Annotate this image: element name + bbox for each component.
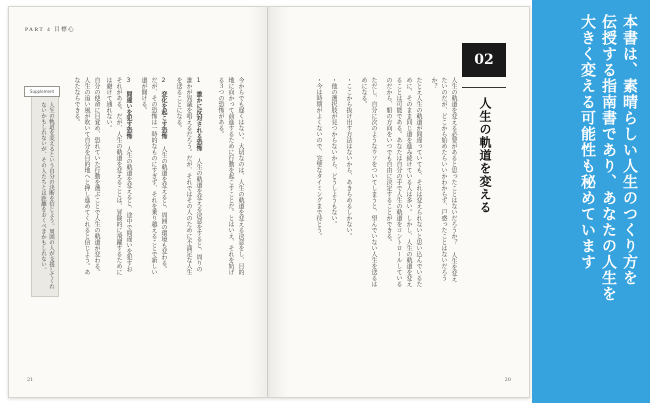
point-2-text: 人生の軌道を変えると、周囲の環境も変わる。だが、その恐怖は一時的なものにすぎず、それを乗り越えることで新しい道が開ける。	[140, 77, 167, 275]
left-closing	[63, 77, 101, 277]
left-closing-paragraph: 自分の使命に目覚め、恐れていた行動を選ぶことで人生の軌道が変わる。人生の追い風が吹いて自分を目的地へと押し進めてくれると信じよう。あなたならできる。	[73, 77, 100, 275]
point-3-num: 3	[125, 77, 132, 84]
left-intro-paragraph: 今からでも遅くはない。大切なのは、人生の軌道を変える決意をし、目的地に向かって前進するために行動を起こすことだ。とはいえ、それを妨げる３つの恐怖がある。	[217, 77, 244, 275]
right-body-bullet-3: ・今は時期がよくないので、完璧なタイミングまで待とう。	[315, 77, 322, 239]
chapter-number: 02	[462, 43, 506, 77]
right-body	[282, 77, 458, 287]
point-1-num: 1	[195, 77, 202, 84]
right-body-bullet-1: ・ここから抜け出す方法はないから、あきらめるしかない。	[345, 77, 352, 239]
left-page-number: 21	[27, 377, 34, 383]
left-points	[105, 77, 203, 277]
book-spread	[8, 6, 530, 398]
promo-line-3: 大きく変える可能性も秘めています	[579, 14, 597, 270]
point-3	[105, 77, 133, 277]
point-2	[138, 77, 168, 277]
point-3-heading: 間違いを犯す恐怖	[125, 91, 132, 139]
point-2-num: 2	[160, 77, 167, 84]
supplement-text: 人生の軌道を変えるという自分の決断を信じよう。周囲の人が支援してくれないかもしれないが、その人たちとは距離をおくべきかもしれない。	[40, 102, 54, 289]
promo-text	[577, 14, 640, 394]
point-1	[173, 77, 203, 277]
supplement-text-column	[35, 102, 55, 292]
left-page	[9, 7, 268, 397]
point-1-text: 人生の軌道を変える決意をすると、周りの誰かが異議を唱えるだろう。だが、それではその人のために不満足な人生を送ることになる。	[175, 77, 202, 275]
supplement-box	[29, 89, 59, 297]
right-page	[268, 7, 529, 397]
right-body-paragraph-3: ただし、自分に次のようなウソをついてしまうと、望んでいない人生を送るはめになる。	[360, 77, 377, 287]
promo-panel	[532, 0, 650, 403]
running-head: PART 4 目標心	[25, 27, 76, 33]
chapter-rule	[462, 87, 506, 88]
chapter-title: 人生の軌道を変える	[478, 97, 492, 214]
point-3-text: 人生の軌道を変えると、途中で間違いを犯すおそれがある。だが、人生の軌道を変えることは、冒険的に飛躍するためには避けて通れない。	[105, 77, 132, 275]
right-body-paragraph-1: 人生の軌道を変える必要があると思ったことはないだろうか？ 人生を変えたいのだが、どこから始めたらいいかわからず、戸惑ったことはないだろうか？	[430, 77, 457, 282]
point-1-heading: 誰かに反対される恐怖	[195, 91, 202, 151]
left-intro	[205, 77, 245, 277]
promo-line-1: 本書は、素晴らしい人生のつくり方を	[621, 14, 639, 286]
supplement-tag: Supplement	[24, 86, 60, 97]
promo-line-2: 伝授する指南書であり、あなたの人生を	[600, 14, 618, 302]
right-page-number: 20	[504, 377, 511, 383]
right-body-bullet-2: ・他の選択肢が見つからないから、どうしようもない。	[330, 77, 337, 227]
right-body-paragraph-2: たとえ人生の軌道が間違っていても、それは変えられないと思い込んでいるために、そのまま同じ道を進み続けている人は多い。しかし、人生の軌道を変えることは可能である。あなたは自分の手で人生の軌道をコントロールしているのだから、船の方向をいつでも自由に決定することができる。	[385, 77, 422, 287]
point-2-heading: 変化を起こす恐怖	[160, 91, 167, 139]
